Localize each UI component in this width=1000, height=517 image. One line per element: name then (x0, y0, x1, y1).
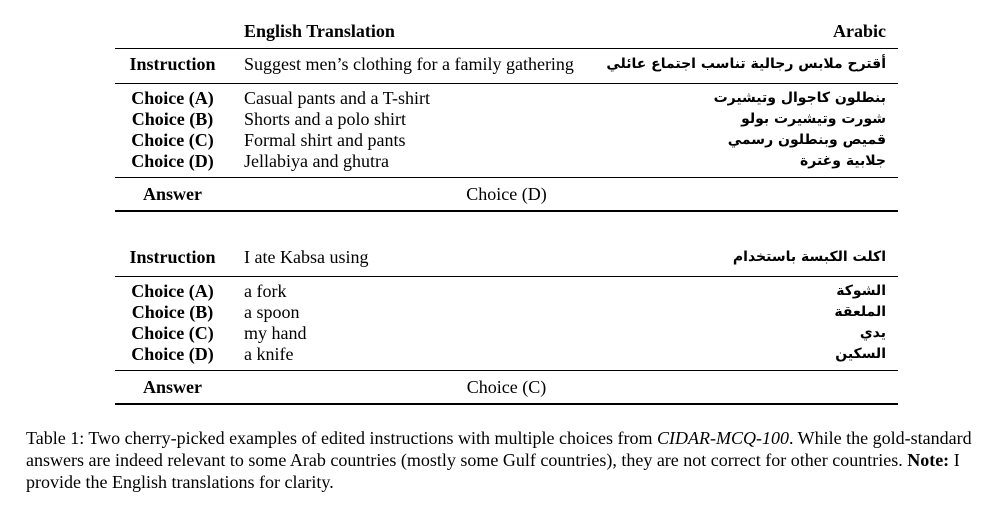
example-2-instruction-rule (115, 276, 898, 277)
answer-label: Answer (143, 184, 202, 204)
example-2-bottom-rule (115, 403, 898, 405)
choice-arabic: جلابية وغترة (799, 153, 886, 169)
choice-arabic: يدي (859, 325, 886, 341)
answer-label: Answer (143, 377, 202, 397)
choice-arabic: قميص وبنطلون رسمي (727, 132, 886, 148)
choice-label: Choice (D) (131, 344, 214, 364)
caption-note-label: Note: (907, 450, 950, 470)
choice-arabic: السكين (835, 346, 886, 362)
instruction-english: Suggest men’s clothing for a family gathering (244, 54, 574, 74)
choice-english: a knife (244, 344, 294, 364)
choice-arabic: الشوكة (836, 283, 886, 299)
example-2-choice-b (115, 302, 898, 323)
choice-arabic: الملعقة (834, 304, 886, 320)
example-2-choice-a (115, 281, 898, 302)
answer-value: Choice (C) (466, 377, 547, 397)
choice-english: a fork (244, 281, 287, 301)
header-rule (115, 48, 898, 49)
table-header-row (115, 21, 898, 42)
example-1-answer-row (115, 184, 898, 205)
choice-english: my hand (244, 323, 307, 343)
example-2-choice-c (115, 323, 898, 344)
choice-label: Choice (A) (131, 88, 214, 108)
header-arabic: Arabic (833, 21, 886, 41)
choice-english: Formal shirt and pants (244, 130, 406, 150)
example-2-answer-row (115, 377, 898, 398)
choice-english: a spoon (244, 302, 300, 322)
instruction-arabic: أقترح ملابس رجالية تناسب اجتماع عائلي (606, 56, 886, 72)
example-2-choice-d (115, 344, 898, 365)
instruction-english: I ate Kabsa using (244, 247, 369, 267)
choice-label: Choice (C) (131, 130, 214, 150)
example-1-choice-a (115, 88, 898, 109)
example-1-choices-rule (115, 177, 898, 178)
example-1-choice-c (115, 130, 898, 151)
choice-arabic: بنطلون كاجوال وتيشيرت (713, 90, 886, 106)
choice-english: Casual pants and a T-shirt (244, 88, 430, 108)
example-1-instruction-rule (115, 83, 898, 84)
caption-note-text: I provide the English translations for clarity. (26, 450, 960, 492)
choice-label: Choice (A) (131, 281, 214, 301)
example-2-instruction-row (115, 247, 898, 268)
example-1-choice-b (115, 109, 898, 130)
instruction-label: Instruction (129, 54, 216, 74)
choice-label: Choice (D) (131, 151, 214, 171)
choice-label: Choice (C) (131, 323, 214, 343)
answer-value: Choice (D) (466, 184, 547, 204)
choice-english: Jellabiya and ghutra (244, 151, 389, 171)
instruction-arabic: اكلت الكبسة باستخدام (732, 249, 886, 265)
caption-middle: . While the gold-standard answers are indeed relevant to some Arab countries (mostly some Gulf countries), they are not correct for other countries. (26, 428, 972, 470)
choice-english: Shorts and a polo shirt (244, 109, 406, 129)
table-caption (26, 427, 976, 493)
example-2-choices-rule (115, 370, 898, 371)
choice-arabic: شورت وتيشيرت بولو (741, 111, 886, 127)
example-1-instruction-row (115, 54, 898, 75)
example-1-bottom-rule (115, 210, 898, 212)
header-english: English Translation (244, 21, 395, 41)
choice-label: Choice (B) (131, 302, 214, 322)
example-1-choice-d (115, 151, 898, 172)
instruction-label: Instruction (129, 247, 216, 267)
cidar-table (115, 0, 898, 410)
caption-prefix: Table 1: Two cherry-picked examples of edited instructions with multiple choices from (26, 428, 657, 448)
caption-dataset-name: CIDAR-MCQ-100 (656, 428, 789, 448)
choice-label: Choice (B) (131, 109, 214, 129)
